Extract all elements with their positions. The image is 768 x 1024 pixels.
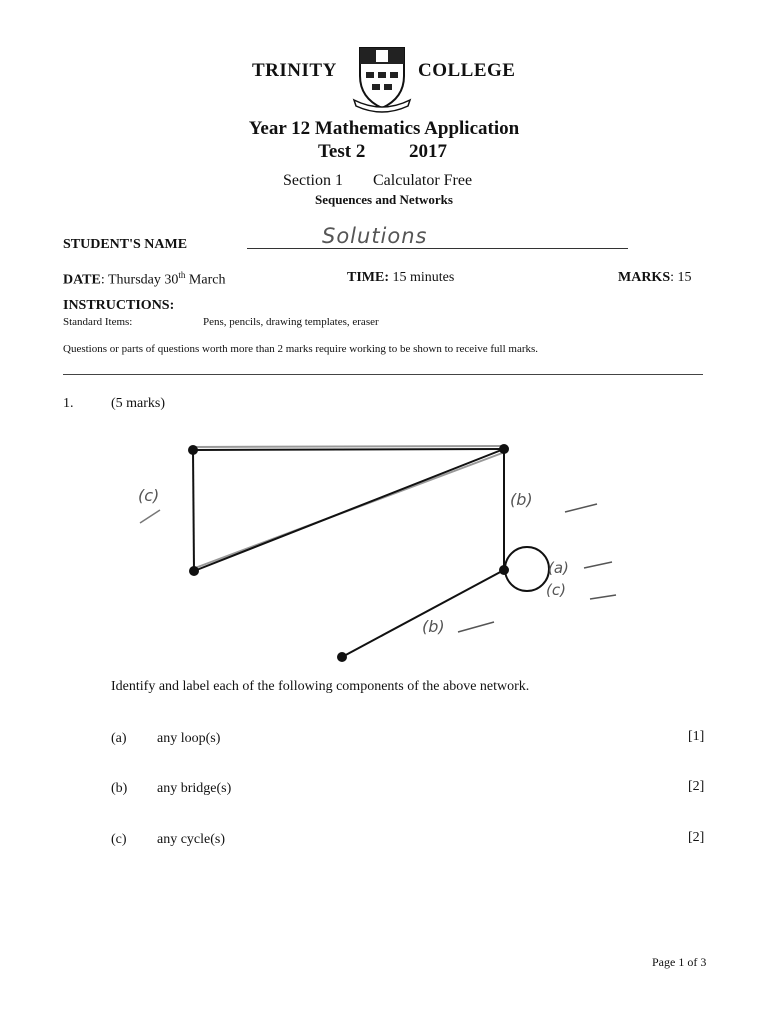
annotation-loop: (a) [548,559,569,577]
instructions-heading: INSTRUCTIONS: [63,298,175,313]
tick-mark [590,595,616,599]
instructions-note: Questions or parts of questions worth more than 2 marks require working to be shown to receive full marks. [63,343,539,355]
part-b-text: any bridge(s) [157,781,232,796]
date-row: DATE: Thursday 30th March [63,270,226,288]
part-a-text: any loop(s) [157,731,221,746]
part-c-marks: [2] [688,830,705,845]
annotation-bridge-right: (b) [510,490,533,509]
vertex [499,444,509,454]
part-a-label: (a) [111,731,127,746]
part-b-label: (b) [111,781,128,796]
edge-bridge [342,570,504,657]
annotation-bridge-bottom: (b) [422,617,445,636]
student-name-handwritten: Solutions [322,224,428,248]
edge-top [193,449,504,450]
college-crest-icon [352,42,412,114]
tick-mark [565,504,597,512]
marks-value: 15 [677,270,692,285]
tick-mark [140,510,160,523]
time-label: TIME: [347,270,389,285]
time-row [347,270,454,286]
section-number: Section 1 [283,172,343,189]
tick-mark [458,622,494,632]
test-year: 2017 [409,141,447,162]
part-a-marks: [1] [688,729,705,744]
tick-mark [584,562,612,568]
edge-diagonal [194,449,504,571]
standard-items-label: Standard Items: [63,316,133,328]
standard-items-value: Pens, pencils, drawing templates, eraser [203,316,379,328]
student-name-label: STUDENT'S NAME [63,237,188,252]
question-marks: (5 marks) [111,396,166,411]
vertex [499,565,509,575]
date-value: Thursday 30 [108,272,179,288]
annotation-cycle-left: (c) [138,486,160,505]
cycle-highlight-top [193,446,503,447]
student-name-line[interactable] [247,248,628,249]
network-diagram [0,430,768,670]
marks-row: MARKS: 15 [618,270,692,285]
marks-label: MARKS [618,270,671,285]
paper-title: Year 12 Mathematics Application [248,118,520,139]
loop-edge [505,547,549,591]
question-prompt: Identify and label each of the following components of the above network. [111,679,530,694]
section-type: Calculator Free [373,172,473,189]
page-number: Page 1 of 3 [652,955,707,969]
question-number: 1. [63,396,74,411]
date-suffix: th [178,270,186,280]
section-topic: Sequences and Networks [315,192,453,207]
divider [63,374,703,375]
vertex [188,445,198,455]
edge-left [193,450,194,571]
part-c-label: (c) [111,832,127,847]
date-label: DATE [63,272,101,288]
annotation-loop-cycle: (c) [546,581,566,599]
part-b-marks: [2] [688,779,705,794]
vertex [337,652,347,662]
test-number: Test 2 [318,141,366,162]
date-month: March [188,272,226,288]
part-c-text: any cycle(s) [157,832,226,847]
vertex [189,566,199,576]
college-name-right: COLLEGE [418,60,516,81]
time-value: 15 minutes [392,270,455,285]
college-name-left: TRINITY [252,60,337,81]
